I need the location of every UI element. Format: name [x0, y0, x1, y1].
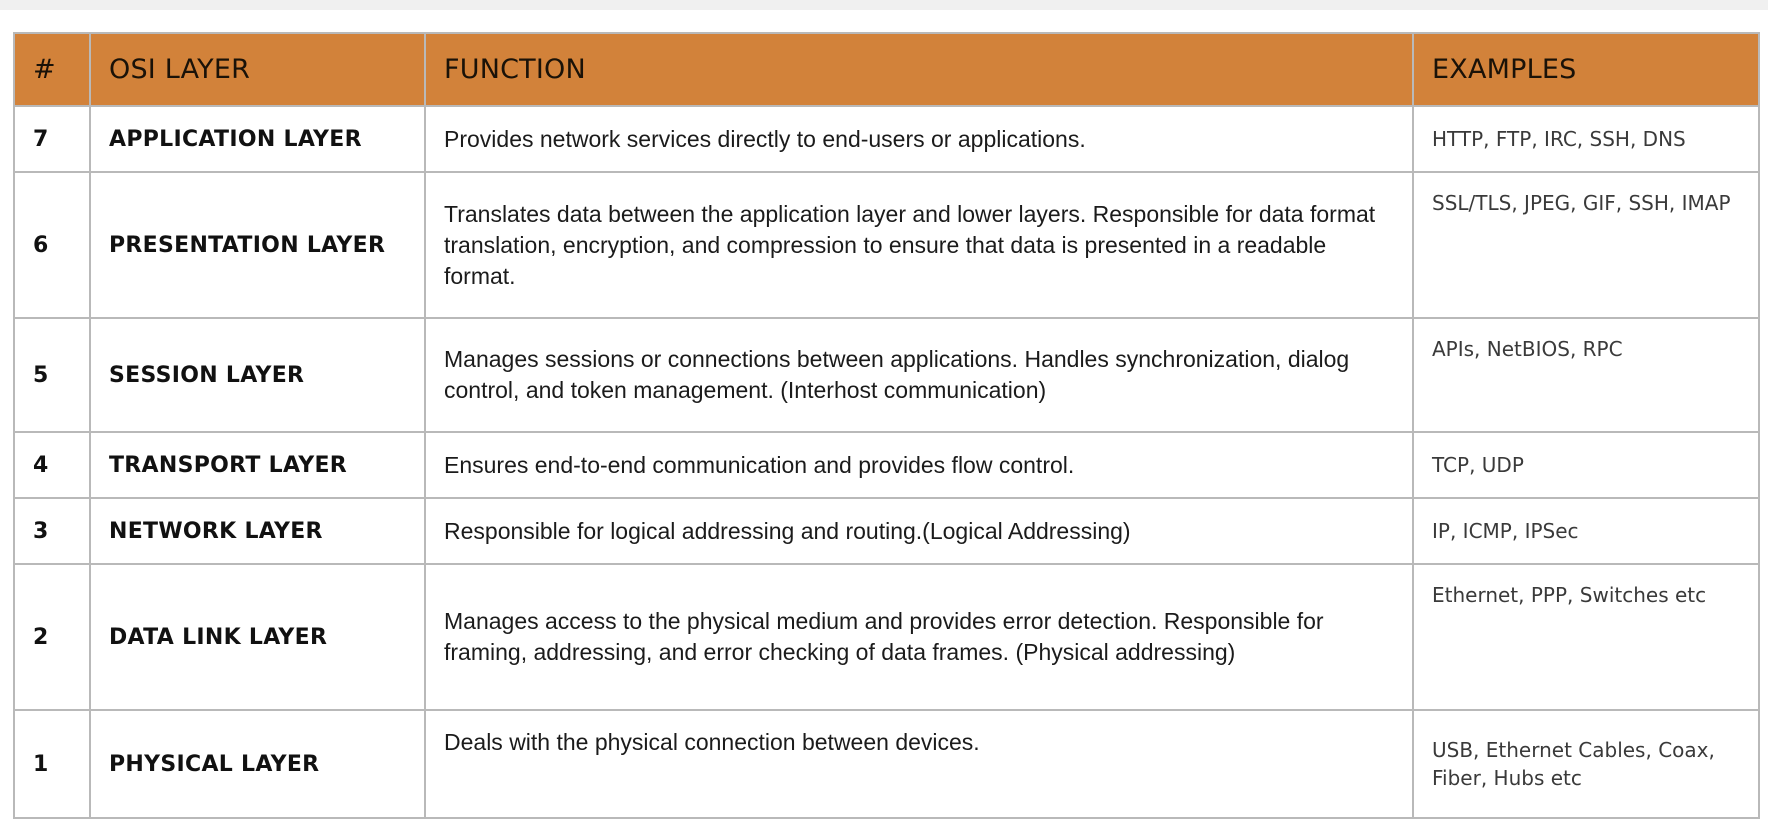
header-examples: EXAMPLES: [1413, 33, 1759, 106]
layer-name: APPLICATION LAYER: [90, 106, 425, 172]
layer-number: 2: [14, 564, 90, 710]
layer-examples: SSL/TLS, JPEG, GIF, SSH, IMAP: [1413, 172, 1759, 318]
table-row: [14, 564, 1759, 710]
header-num: #: [14, 33, 90, 106]
layer-number: 7: [14, 106, 90, 172]
layer-number: 4: [14, 432, 90, 498]
layer-name: PRESENTATION LAYER: [90, 172, 425, 318]
table-row: [14, 710, 1759, 818]
table-header: [14, 33, 1759, 106]
layer-examples: HTTP, FTP, IRC, SSH, DNS: [1413, 106, 1759, 172]
layer-number: 3: [14, 498, 90, 564]
table-row: [14, 498, 1759, 564]
osi-layers-table: [13, 32, 1760, 819]
layer-number: 1: [14, 710, 90, 818]
layer-name: PHYSICAL LAYER: [90, 710, 425, 818]
layer-function: Responsible for logical addressing and routing.(Logical Addressing): [425, 498, 1413, 564]
layer-examples: USB, Ethernet Cables, Coax, Fiber, Hubs etc: [1413, 710, 1759, 818]
header-function: FUNCTION: [425, 33, 1413, 106]
header-osi-layer: OSI LAYER: [90, 33, 425, 106]
table-row: [14, 106, 1759, 172]
table-row: [14, 432, 1759, 498]
layer-examples: APIs, NetBIOS, RPC: [1413, 318, 1759, 432]
table-body: [14, 106, 1759, 818]
layer-function: Translates data between the application layer and lower layers. Responsible for data format translation, encryption, and compression to ensure that data is presented in a readable format.: [425, 172, 1413, 318]
layer-name: SESSION LAYER: [90, 318, 425, 432]
layer-function: Manages sessions or connections between applications. Handles synchronization, dialog control, and token management. (Interhost communication): [425, 318, 1413, 432]
layer-number: 6: [14, 172, 90, 318]
layer-function: Provides network services directly to end-users or applications.: [425, 106, 1413, 172]
layer-function: Ensures end-to-end communication and provides flow control.: [425, 432, 1413, 498]
layer-name: TRANSPORT LAYER: [90, 432, 425, 498]
layer-examples: TCP, UDP: [1413, 432, 1759, 498]
table-row: [14, 318, 1759, 432]
header-row: [14, 33, 1759, 106]
top-strip: [0, 0, 1768, 10]
table-row: [14, 172, 1759, 318]
layer-name: DATA LINK LAYER: [90, 564, 425, 710]
layer-name: NETWORK LAYER: [90, 498, 425, 564]
layer-function: Manages access to the physical medium and provides error detection. Responsible for framing, addressing, and error checking of data frames. (Physical addressing): [425, 564, 1413, 710]
layer-number: 5: [14, 318, 90, 432]
layer-function: Deals with the physical connection between devices.: [425, 710, 1413, 818]
layer-examples: IP, ICMP, IPSec: [1413, 498, 1759, 564]
layer-examples: Ethernet, PPP, Switches etc: [1413, 564, 1759, 710]
